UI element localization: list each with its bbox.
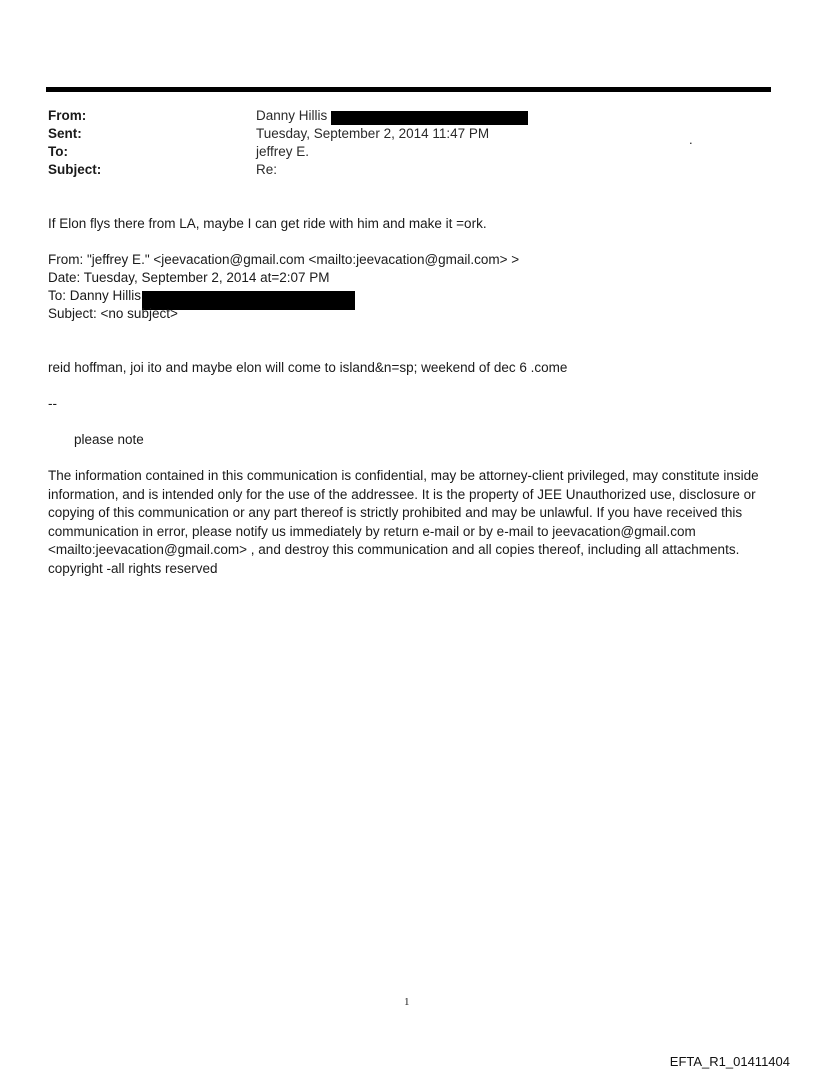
subject-label: Subject: — [48, 162, 102, 177]
disclaimer: The information contained in this communication is confidential, may be attorney-client privileged, may constitute inside information, and is intended only for the use of the addressee. It is the property of JEE Unauthorized use, disclosure or copying of this communication or any part thereof is strictly prohibited and may be unlawful. If you have received this communication in error, please notify us immediately by return e-mail or by e-mail to jeevacation@gmail.com <mailto:jeevacation@gmail.com> , and destroy this communication and all copies thereof, including all attachments. copyright -all rights reserved — [48, 468, 759, 576]
bates-id: EFTA_R1_01411404 — [669, 1054, 790, 1069]
message-text: reid hoffman, joi ito and maybe elon will come to island&n=sp; weekend of dec 6 .come — [48, 360, 568, 375]
quoted-to: To: Danny Hillis — [48, 288, 142, 303]
page-number: 1 — [404, 996, 410, 1008]
please-note: please note — [74, 432, 144, 447]
subject-value: Re: — [256, 162, 278, 177]
sent-label: Sent: — [48, 126, 82, 141]
to-label: To: — [48, 144, 68, 159]
to-value: jeffrey E. — [256, 144, 310, 159]
redaction-from — [331, 111, 528, 125]
from-value: Danny Hillis — [256, 108, 328, 123]
from-label: From: — [48, 108, 87, 123]
quoted-date: Date: Tuesday, September 2, 2014 at=2:07 PM — [48, 270, 330, 285]
sent-value: Tuesday, September 2, 2014 11:47 PM — [256, 126, 490, 141]
quoted-subject: Subject: <no subject> — [48, 306, 178, 321]
header-rule — [46, 87, 771, 92]
quoted-from: From: "jeffrey E." <jeevacation@gmail.com <mailto:jeevacation@gmail.com> > — [48, 252, 520, 267]
separator: -- — [48, 396, 57, 411]
stray-mark: . — [689, 132, 693, 147]
reply-text: If Elon flys there from LA, maybe I can get ride with him and make it =ork. — [48, 216, 487, 231]
